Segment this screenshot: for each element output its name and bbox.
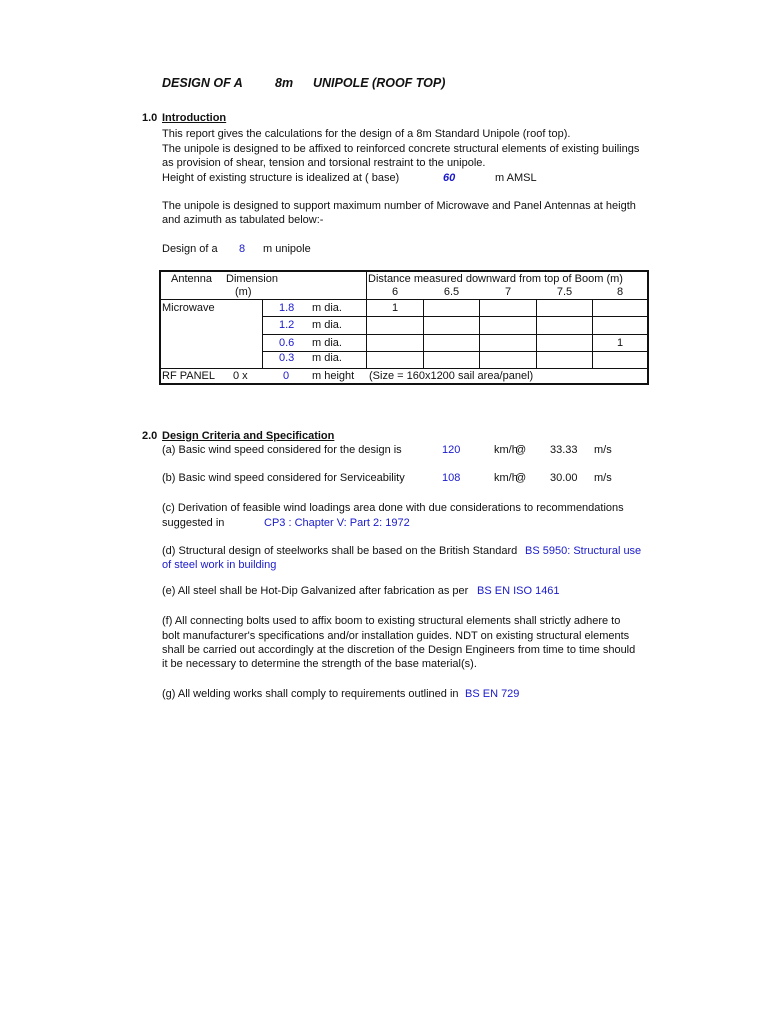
- col-dimension-unit: (m): [235, 286, 252, 298]
- criteria-f-line-1: (f) All connecting bolts used to affix boom to existing structural elements shall strictly adhere to: [162, 615, 621, 627]
- design-of-unit: m unipole: [263, 243, 311, 255]
- mw-size-1: 1.8: [279, 302, 295, 314]
- wind-speed-service-ms-value: 30.00: [550, 472, 578, 484]
- section2-number: 2.0: [142, 430, 158, 442]
- section1-number: 1.0: [142, 112, 158, 124]
- criteria-d-reference-2: of steel work in building: [162, 559, 277, 571]
- base-height-unit: m AMSL: [495, 172, 537, 184]
- intro-line-6: and azimuth as tabulated below:-: [162, 214, 324, 226]
- distance-header-4: 7.5: [556, 286, 573, 298]
- wind-speed-design-ms-unit: m/s: [594, 444, 612, 456]
- wind-speed-design-unit: km/h: [494, 444, 518, 456]
- mw-size-4: 0.3: [279, 352, 295, 364]
- criteria-f-line-2: bolt manufacturer's specifications and/or installation guides. NDT on existing structural elements: [162, 630, 630, 642]
- col-distance-header: Distance measured downward from top of Boom (m): [368, 273, 623, 285]
- distance-header-5: 8: [616, 286, 624, 298]
- criteria-g-line: (g) All welding works shall comply to requirements outlined in: [162, 688, 459, 700]
- design-of-value: 8: [239, 243, 246, 255]
- distance-header-2: 6.5: [443, 286, 460, 298]
- wind-speed-design-label: (a) Basic wind speed considered for the design is: [162, 444, 402, 456]
- rf-panel-unit: m height: [312, 370, 355, 382]
- criteria-f-line-3: shall be carried out accordingly at the discretion of the Design Engineers from time to time should: [162, 644, 636, 656]
- mw-row1-cell-1: 1: [391, 302, 399, 314]
- wind-speed-design-ms-value: 33.33: [550, 444, 578, 456]
- intro-line-5: The unipole is designed to support maximum number of Microwave and Panel Antennas at heigth: [162, 200, 636, 212]
- wind-speed-design-at: @: [515, 444, 527, 456]
- mw-size-2: 1.2: [279, 319, 295, 331]
- mw-unit-1: m dia.: [312, 302, 342, 314]
- design-of-label: Design of a: [162, 243, 218, 255]
- criteria-f-line-4: it be necessary to determine the strength of the base material(s).: [162, 658, 477, 670]
- microwave-label: Microwave: [162, 302, 215, 314]
- wind-speed-service-at: @: [515, 472, 527, 484]
- rf-panel-label: RF PANEL: [162, 370, 215, 382]
- wind-speed-service-ms-unit: m/s: [594, 472, 612, 484]
- doc-title-suffix: UNIPOLE (ROOF TOP): [313, 76, 446, 90]
- intro-line-2: The unipole is designed to be affixed to reinforced concrete structural elements of existing builings: [162, 143, 640, 155]
- intro-line-3: as provision of shear, tension and torsional restraint to the unipole.: [162, 157, 486, 169]
- mw-row3-cell-5: 1: [616, 337, 624, 349]
- mw-size-3: 0.6: [279, 337, 295, 349]
- antenna-table: [159, 270, 649, 385]
- criteria-d-reference-1: BS 5950: Structural use: [525, 545, 642, 557]
- wind-speed-service-value: 108: [442, 472, 461, 484]
- mw-unit-2: m dia.: [312, 319, 342, 331]
- criteria-c-reference: CP3 : Chapter V: Part 2: 1972: [264, 517, 410, 529]
- section2-heading: Design Criteria and Specification: [162, 430, 335, 442]
- base-height-label: Height of existing structure is idealized at ( base): [162, 172, 400, 184]
- doc-title-prefix: DESIGN OF A: [162, 76, 243, 90]
- criteria-d-line-1: (d) Structural design of steelworks shall be based on the British Standard: [162, 545, 518, 557]
- mw-unit-4: m dia.: [312, 352, 342, 364]
- col-dimension-header: Dimension: [226, 273, 278, 285]
- section1-heading: Introduction: [162, 112, 227, 124]
- criteria-c-line-2: suggested in: [162, 517, 225, 529]
- criteria-e-reference: BS EN ISO 1461: [477, 585, 560, 597]
- rf-panel-qty: 0 x: [233, 370, 248, 382]
- col-antenna-header: Antenna: [171, 273, 212, 285]
- criteria-e-line: (e) All steel shall be Hot-Dip Galvanized after fabrication as per: [162, 585, 469, 597]
- wind-speed-service-unit: km/h: [494, 472, 518, 484]
- wind-speed-design-value: 120: [442, 444, 461, 456]
- criteria-c-line-1: (c) Derivation of feasible wind loadings area done with due considerations to recommendations: [162, 502, 624, 514]
- base-height-value: 60: [443, 172, 456, 184]
- criteria-g-reference: BS EN 729: [465, 688, 520, 700]
- rf-panel-value: 0: [283, 370, 290, 382]
- distance-header-1: 6: [391, 286, 399, 298]
- intro-line-1: This report gives the calculations for the design of a 8m Standard Unipole (roof top).: [162, 128, 571, 140]
- distance-header-3: 7: [504, 286, 512, 298]
- doc-title-height: 8m: [275, 76, 294, 90]
- mw-unit-3: m dia.: [312, 337, 342, 349]
- wind-speed-service-label: (b) Basic wind speed considered for Serviceability: [162, 472, 405, 484]
- rf-panel-note: (Size = 160x1200 sail area/panel): [369, 370, 534, 382]
